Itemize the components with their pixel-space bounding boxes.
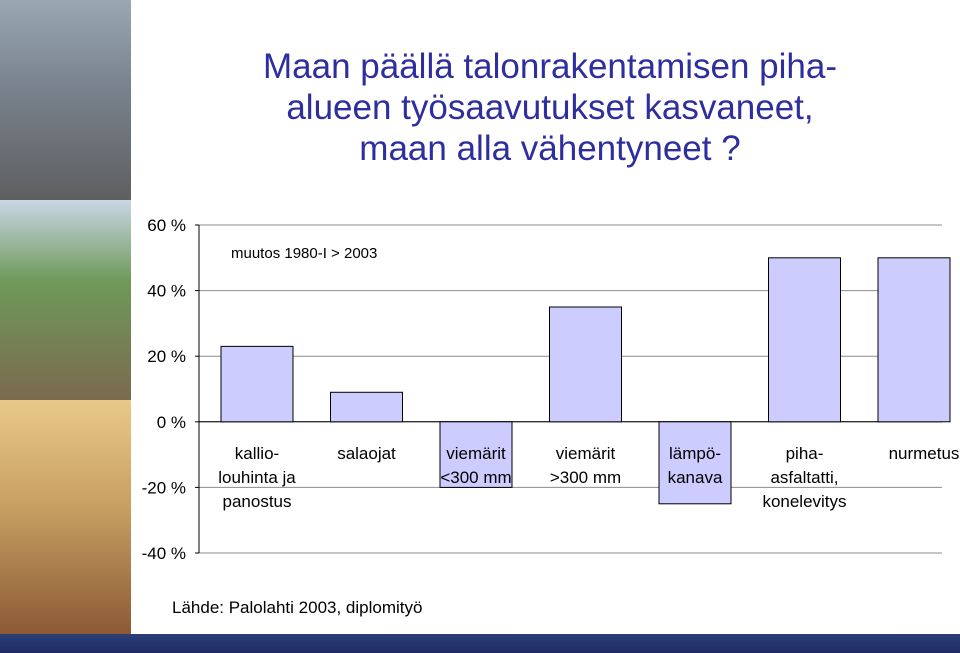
category-label: viemärit bbox=[555, 444, 616, 463]
y-tick-label: -40 % bbox=[141, 544, 186, 563]
category-label: asfaltatti, bbox=[770, 468, 839, 487]
bar bbox=[769, 258, 841, 422]
category-label: panostus bbox=[222, 492, 292, 511]
source-note: Lähde: Palolahti 2003, diplomityö bbox=[172, 598, 423, 617]
y-tick-label: 60 % bbox=[147, 216, 186, 235]
title-line-2: alueen työsaavutukset kasvaneet, bbox=[286, 88, 814, 127]
bar bbox=[550, 307, 622, 422]
category-label: louhinta ja bbox=[218, 468, 296, 487]
bar bbox=[221, 346, 293, 421]
category-label: kanava bbox=[667, 468, 723, 487]
category-label: <300 mm bbox=[440, 468, 512, 487]
category-label: kallio- bbox=[234, 444, 280, 463]
title-line-1: Maan päällä talonrakentamisen piha- bbox=[263, 47, 837, 86]
bar bbox=[878, 258, 950, 422]
bar bbox=[331, 392, 403, 422]
y-tick-label: 0 % bbox=[156, 412, 186, 432]
category-label: viemärit bbox=[446, 444, 506, 463]
category-label: salaojat bbox=[337, 444, 396, 463]
y-tick-label: 20 % bbox=[147, 347, 186, 367]
footer-band bbox=[0, 634, 960, 653]
category-label: konelevitys bbox=[762, 492, 847, 511]
y-tick-label: -20 % bbox=[141, 478, 186, 498]
category-label: lämpö- bbox=[669, 444, 721, 463]
title-line-3: maan alla vähentyneet ? bbox=[359, 129, 741, 168]
category-label: >300 mm bbox=[549, 468, 622, 487]
category-label: piha- bbox=[785, 444, 824, 463]
category-label: nurmetus bbox=[888, 444, 960, 463]
y-tick-label: 40 % bbox=[147, 281, 186, 301]
chart-annotation: muutos 1980-I > 2003 bbox=[231, 245, 378, 262]
